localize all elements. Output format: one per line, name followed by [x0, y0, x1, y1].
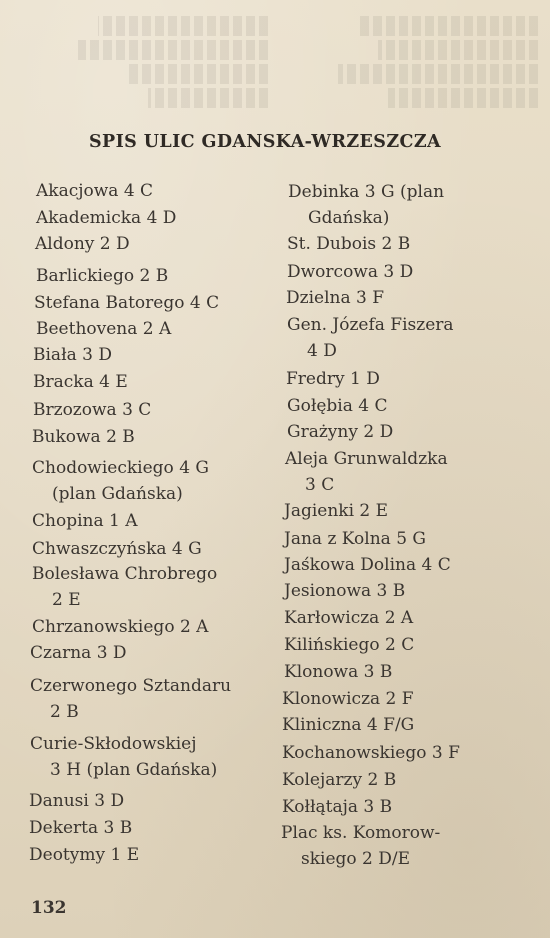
list-item: Aleja Grunwaldzka 3 C — [285, 449, 448, 495]
list-item: Chwaszczyńska 4 G — [32, 539, 202, 559]
list-item: Aldony 2 D — [35, 234, 130, 254]
list-item: Kilińskiego 2 C — [284, 635, 415, 655]
list-item: Bukowa 2 B — [32, 427, 135, 447]
list-item: Gen. Józefa Fiszera 4 D — [287, 315, 454, 361]
list-item: Bracka 4 E — [33, 372, 128, 392]
list-item: Kołłątaja 3 B — [282, 797, 393, 817]
list-item: Fredry 1 D — [286, 369, 380, 389]
list-item: Klonowicza 2 F — [282, 689, 414, 709]
list-item: Czerwonego Sztandaru 2 B — [30, 676, 232, 722]
list-item: Akacjowa 4 C — [36, 181, 154, 201]
list-item: Brzozowa 3 C — [33, 400, 152, 420]
list-item: Chrzanowskiego 2 A — [32, 617, 209, 637]
list-item: Kochanowskiego 3 F — [282, 743, 460, 763]
list-item: Danusi 3 D — [29, 791, 125, 811]
list-item: Jagienki 2 E — [284, 501, 389, 521]
list-item: Kliniczna 4 F/G — [282, 715, 415, 735]
list-item: Bolesława Chrobrego 2 E — [32, 564, 218, 610]
list-item: Dekerta 3 B — [29, 818, 133, 838]
list-item: Jana z Kolna 5 G — [284, 529, 427, 549]
list-item: Biała 3 D — [33, 345, 112, 365]
list-item: Debinka 3 G (plan Gdańska) — [288, 182, 445, 228]
list-item: Grażyny 2 D — [287, 422, 394, 442]
list-item: Akademicka 4 D — [36, 208, 177, 228]
list-item: Barlickiego 2 B — [36, 266, 169, 286]
list-item: Kolejarzy 2 B — [282, 770, 397, 790]
bleed-through-text — [18, 12, 538, 112]
list-item: Dzielna 3 F — [286, 288, 385, 308]
list-item: Plac ks. Komorow- skiego 2 D/E — [281, 823, 441, 869]
list-item: Chopina 1 A — [32, 511, 138, 531]
list-item: Curie-Skłodowskiej 3 H (plan Gdańska) — [30, 734, 218, 780]
list-item: Stefana Batorego 4 C — [34, 293, 220, 313]
list-item: Czarna 3 D — [30, 643, 127, 663]
list-item: Klonowa 3 B — [284, 662, 393, 682]
list-item: Jesionowa 3 B — [284, 581, 406, 601]
list-item: Beethovena 2 A — [36, 319, 172, 339]
list-item: Chodowieckiego 4 G (plan Gdańska) — [32, 458, 209, 504]
list-item: Gołębia 4 C — [287, 396, 388, 416]
page-title: SPIS ULIC GDANSKA-WRZESZCZA — [88, 132, 441, 152]
page-number: 132 — [31, 898, 67, 918]
list-item: Deotymy 1 E — [29, 845, 140, 865]
list-item: Dworcowa 3 D — [287, 262, 414, 282]
list-item: Jaśkowa Dolina 4 C — [284, 555, 451, 575]
list-item: Karłowicza 2 A — [284, 608, 414, 628]
list-item: St. Dubois 2 B — [287, 234, 411, 254]
